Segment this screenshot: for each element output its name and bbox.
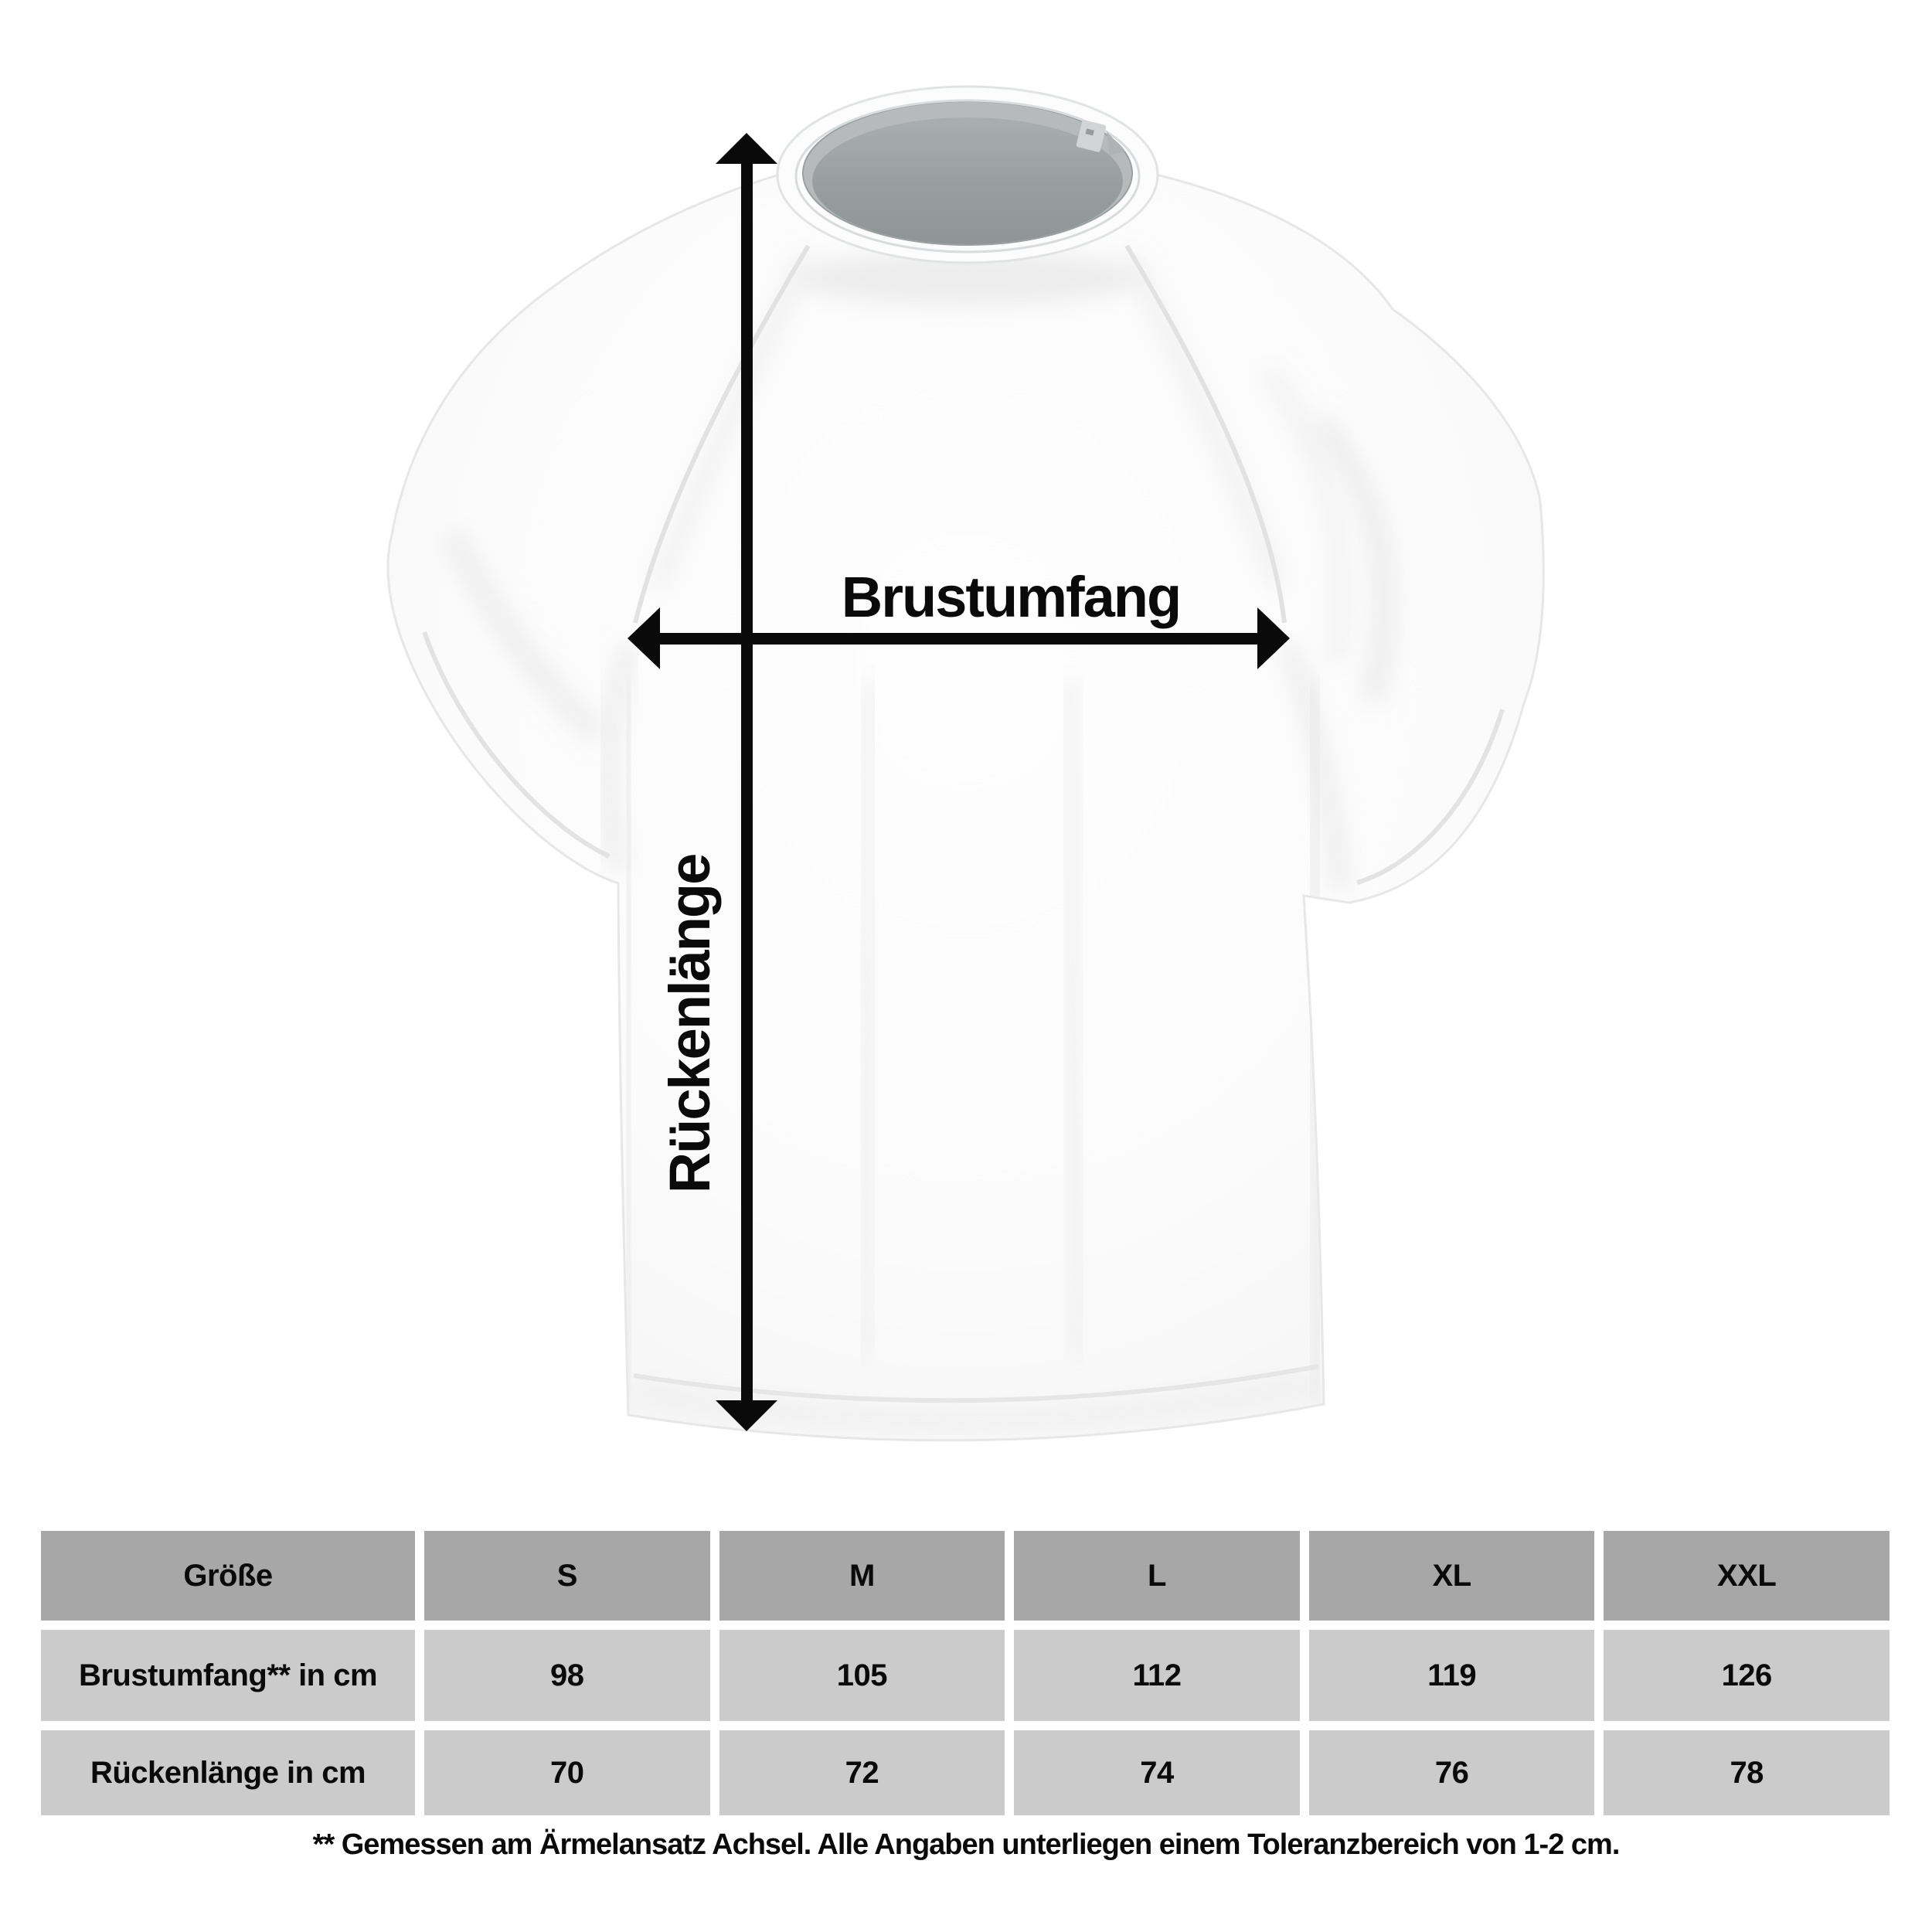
arrow-up-icon xyxy=(716,133,777,164)
back-measure-label: Rückenlänge xyxy=(658,854,722,1194)
back-value-xl: 76 xyxy=(1309,1730,1595,1815)
back-value-s: 70 xyxy=(424,1730,710,1815)
collar-inner-shadow xyxy=(812,117,1123,244)
back-value-xxl: 78 xyxy=(1604,1730,1889,1815)
table-header-l: L xyxy=(1014,1531,1300,1621)
back-value-m: 72 xyxy=(719,1730,1005,1815)
chest-value-s: 98 xyxy=(424,1630,710,1721)
table-header-xl: XL xyxy=(1309,1531,1595,1621)
chest-measure-label: Brustumfang xyxy=(841,565,1181,629)
tshirt-photo xyxy=(388,87,1543,1440)
size-table xyxy=(41,1531,1889,1815)
row-label-chest: Brustumfang** in cm xyxy=(41,1630,415,1721)
chest-value-xxl: 126 xyxy=(1604,1630,1889,1721)
table-header-groesse: Größe xyxy=(41,1531,415,1621)
table-header-m: M xyxy=(719,1531,1005,1621)
chest-value-xl: 119 xyxy=(1309,1630,1595,1721)
row-label-back: Rückenlänge in cm xyxy=(41,1730,415,1815)
table-header-xxl: XXL xyxy=(1604,1531,1889,1621)
chest-value-m: 105 xyxy=(719,1630,1005,1721)
collar xyxy=(777,87,1158,263)
chest-arrow-shaft xyxy=(657,633,1259,645)
table-header-s: S xyxy=(424,1531,710,1621)
tolerance-footnote: ** Gemessen am Ärmelansatz Achsel. Alle Angaben unterliegen einem Toleranzbereich von 1-2 cm. xyxy=(312,1828,1620,1861)
back-value-l: 74 xyxy=(1014,1730,1300,1815)
back-arrow-shaft xyxy=(741,159,753,1400)
chest-value-l: 112 xyxy=(1014,1630,1300,1721)
